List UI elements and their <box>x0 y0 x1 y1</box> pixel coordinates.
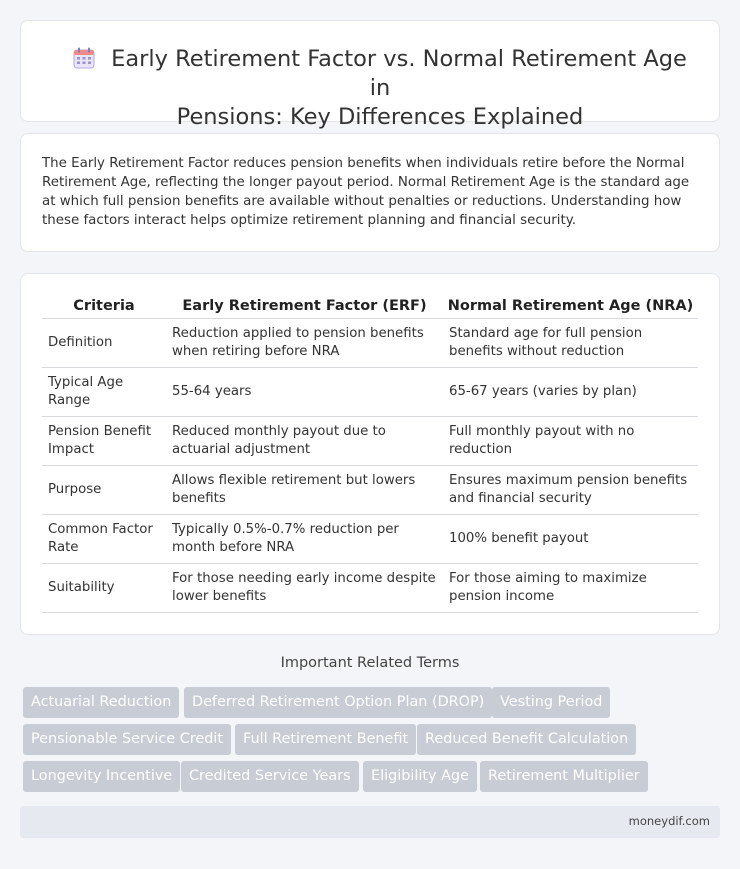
title-line-1: Early Retirement Factor vs. Normal Retirement Age in <box>111 46 687 101</box>
header-card <box>20 20 720 130</box>
footer <box>20 806 720 838</box>
title-line-2: Pensions: Key Differences Explained <box>176 104 584 130</box>
row-criteria: Pension Benefit Impact <box>42 416 166 465</box>
tag-pensionable-service-credit[interactable]: Pensionable Service Credit <box>23 724 231 755</box>
tag-actuarial-reduction[interactable]: Actuarial Reduction <box>23 687 179 718</box>
row-nra: 100% benefit payout <box>443 514 698 563</box>
row-erf: 55-64 years <box>166 367 443 416</box>
row-nra: Full monthly payout with no reduction <box>443 416 698 465</box>
row-erf: Typically 0.5%-0.7% reduction per month before NRA <box>166 514 443 563</box>
tag-eligibility-age[interactable]: Eligibility Age <box>363 761 477 792</box>
table-row <box>42 367 698 416</box>
intro-card <box>20 133 720 252</box>
table-row <box>42 514 698 563</box>
header-nra: Normal Retirement Age (NRA) <box>443 296 698 318</box>
table-row <box>42 563 698 612</box>
row-criteria: Common Factor Rate <box>42 514 166 563</box>
table-header-row <box>42 296 698 318</box>
table-row <box>42 416 698 465</box>
header-criteria: Criteria <box>42 296 166 318</box>
row-criteria: Typical Age Range <box>42 367 166 416</box>
row-nra: Ensures maximum pension benefits and financial security <box>443 465 698 514</box>
calendar-icon <box>73 47 95 69</box>
tag-retirement-multiplier[interactable]: Retirement Multiplier <box>480 761 648 792</box>
related-terms-title: Important Related Terms <box>280 655 460 671</box>
comparison-card <box>20 273 720 635</box>
row-nra: 65-67 years (varies by plan) <box>443 367 698 416</box>
row-erf: For those needing early income despite lower benefits <box>166 563 443 612</box>
row-nra: For those aiming to maximize pension income <box>443 563 698 612</box>
row-criteria: Purpose <box>42 465 166 514</box>
row-criteria: Suitability <box>42 563 166 612</box>
table-row <box>42 318 698 367</box>
tag-longevity-incentive[interactable]: Longevity Incentive <box>23 761 180 792</box>
tag-vesting-period[interactable]: Vesting Period <box>492 687 610 718</box>
comparison-table <box>42 296 698 613</box>
row-erf: Allows flexible retirement but lowers benefits <box>166 465 443 514</box>
tag-full-retirement-benefit[interactable]: Full Retirement Benefit <box>235 724 416 755</box>
row-erf: Reduction applied to pension benefits when retiring before NRA <box>166 318 443 367</box>
tag-reduced-benefit-calculation[interactable]: Reduced Benefit Calculation <box>417 724 636 755</box>
tag-drop[interactable]: Deferred Retirement Option Plan (DROP) <box>184 687 492 718</box>
intro-text: The Early Retirement Factor reduces pension benefits when individuals retire before the Normal Retirement Age, reflecting the longer payout period. Normal Retirement Age is the standard age at which full pension benefits are available without penalties or reductions. Understanding how these factors interact helps optimize retirement planning and financial security. <box>42 156 690 228</box>
page-title <box>61 45 699 132</box>
footer-site[interactable]: moneydif.com <box>628 814 710 828</box>
header-erf: Early Retirement Factor (ERF) <box>166 296 443 318</box>
tag-credited-service-years[interactable]: Credited Service Years <box>181 761 359 792</box>
row-erf: Reduced monthly payout due to actuarial adjustment <box>166 416 443 465</box>
row-nra: Standard age for full pension benefits without reduction <box>443 318 698 367</box>
row-criteria: Definition <box>42 318 166 367</box>
table-row <box>42 465 698 514</box>
